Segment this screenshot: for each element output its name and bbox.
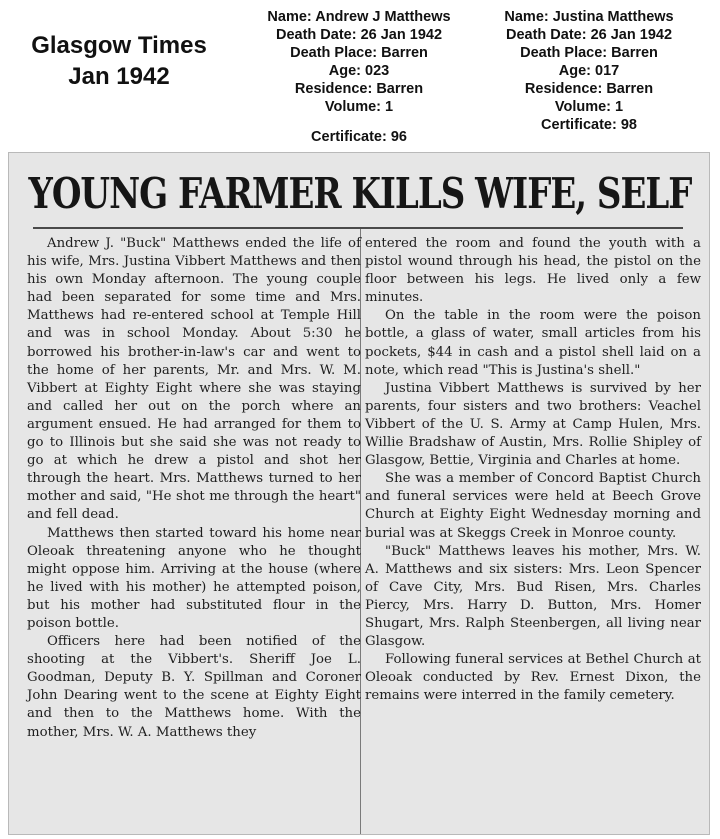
record-volume: Volume: 1 — [324, 99, 394, 115]
record-death-date: Death Date: 26 Jan 1942 — [505, 27, 673, 43]
record-residence: Residence: Barren — [524, 81, 654, 97]
article-paragraph: "Buck" Matthews leaves his mother, Mrs. W. A. Matthews and six sisters: Mrs. Leon Spencer of Cave City, Mrs. Bud Risen, Mrs. Charles Piercy, Mrs. Harry D. Button, Mrs. Homer Shugart, Mrs. Ralph Steenbergen, all living near Glasgow. — [365, 543, 701, 650]
article-paragraph: Matthews then started toward his home near Oleoak threatening anyone who he thought might oppose him. Arriving at the house (where he lived with his mother) he attempted poison, but his mother had substituted flour in the poison bottle. — [27, 525, 361, 631]
source-label — [14, 30, 224, 92]
article-column-1 — [27, 235, 361, 742]
source-label-line-1: Glasgow Times — [31, 32, 207, 59]
record-death-date: Death Date: 26 Jan 1942 — [275, 27, 443, 43]
article-paragraph: Following funeral services at Bethel Church at Oleoak conducted by Rev. Ernest Dixon, the remains were interred in the family cemetery. — [365, 652, 701, 704]
death-record-justina — [484, 8, 694, 134]
record-residence: Residence: Barren — [294, 81, 424, 97]
newspaper-clipping — [8, 152, 710, 835]
headline-rule — [33, 227, 683, 229]
record-certificate: Certificate: 96 — [311, 129, 407, 145]
record-volume: Volume: 1 — [554, 99, 624, 115]
record-age: Age: 023 — [328, 63, 390, 79]
source-label-line-2: Jan 1942 — [68, 63, 170, 90]
record-name: Name: Andrew J Matthews — [267, 9, 451, 25]
article-paragraph: On the table in the room were the poison bottle, a glass of water, small articles from his pockets, $44 in cash and a pistol shell laid on a note, which read "This is Justina's shell." — [365, 308, 701, 378]
article-paragraph: Officers here had been notified of the shooting at the Vibbert's. Sheriff Joe L. Goodman, Deputy B. Y. Spillman and Coroner John Dearing went to the scene at Eighty Eight and then to the Matthews home. With the mother, Mrs. W. A. Matthews they — [27, 634, 361, 740]
record-age: Age: 017 — [558, 63, 620, 79]
record-death-place: Death Place: Barren — [520, 45, 658, 61]
article-paragraph: Justina Vibbert Matthews is survived by her parents, four sisters and two brothers: Veachel Vibbert of the U. S. Army at Camp Hulen, Mrs. Willie Bradshaw of Austin, Mrs. Rollie Shipley of Glasgow, Bettie, Virginia and Charles at home. — [365, 380, 701, 469]
record-death-place: Death Place: Barren — [290, 45, 428, 61]
article-column-2 — [365, 235, 701, 705]
record-certificate: Certificate: 98 — [541, 117, 637, 133]
record-name: Name: Justina Matthews — [504, 9, 674, 25]
article-headline: YOUNG FARMER KILLS WIFE, SELF — [28, 169, 692, 219]
article-paragraph: She was a member of Concord Baptist Church and funeral services were held at Beech Grove Church at Eighty Eight Wednesday morning and burial was at Skeggs Creek in Monroe county. — [365, 471, 701, 541]
article-paragraph: Andrew J. "Buck" Matthews ended the life of his wife, Mrs. Justina Vibbert Matthews and then his own Monday afternoon. The young couple had been separated for some time and Mrs. Matthews had re-entered school at Temple Hill and was in school Monday. About 5:30 he borrowed his brother-in-law's car and went to the home of her parents, Mr. and Mrs. W. M. Vibbert at Eighty Eight where she was staying and called her out on the porch where an argument ensued. He had arranged for them to go to Illinois but she said she was not ready to go at which he drew a pistol and shot her through the heart. Mrs. Matthews turned to her mother and said, "He shot me through the heart" and fell dead. — [27, 236, 361, 523]
death-record-andrew — [252, 8, 466, 146]
article-paragraph: entered the room and found the youth with a pistol wound through his head, the pistol on the floor between his legs. He lived only a few minutes. — [365, 236, 701, 306]
